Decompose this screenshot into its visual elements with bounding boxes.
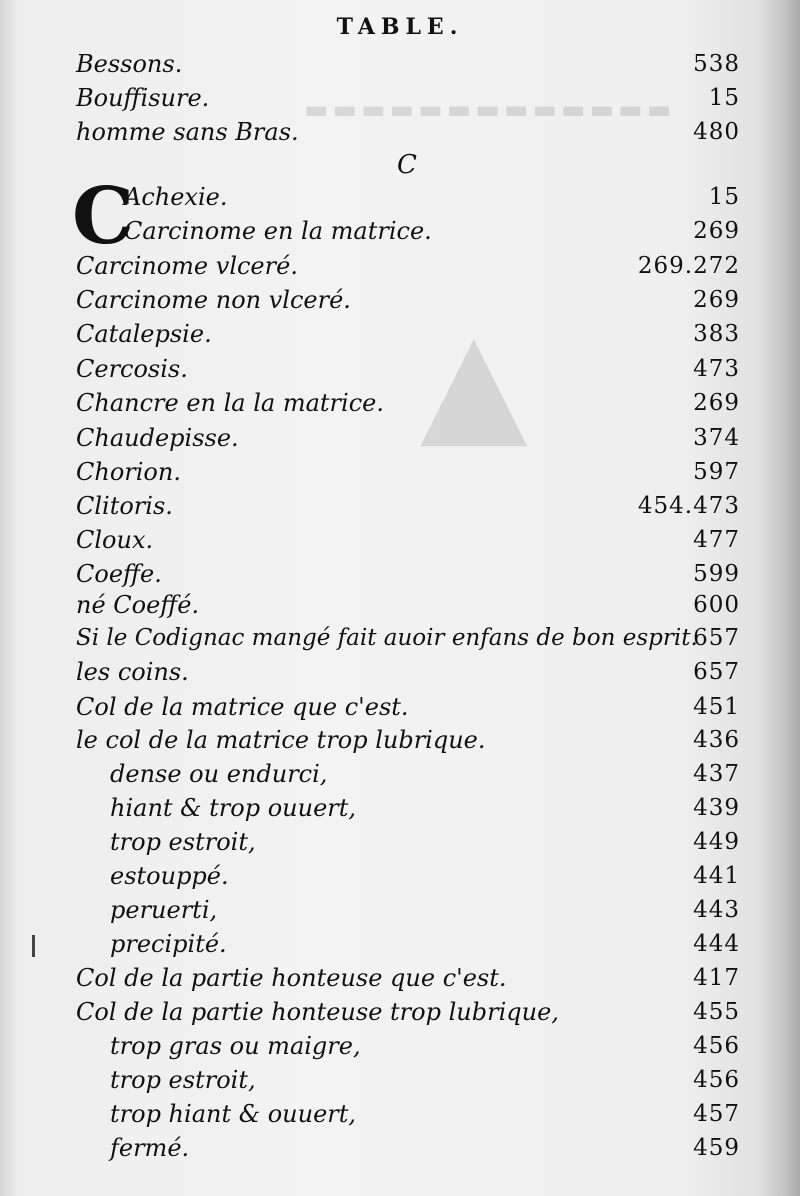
index-entry bbox=[0, 455, 800, 489]
index-subentry bbox=[0, 791, 800, 825]
entry-page: 383 bbox=[693, 321, 740, 347]
entry-page: 417 bbox=[693, 965, 740, 991]
index-entry bbox=[0, 283, 800, 317]
entry-term: hiant & trop ouuert, bbox=[110, 794, 357, 822]
entry-page: 374 bbox=[693, 425, 740, 451]
index-entry bbox=[0, 249, 800, 283]
entry-page: 657 bbox=[693, 625, 740, 651]
entry-page: 436 bbox=[693, 727, 740, 753]
entry-page: 597 bbox=[693, 459, 740, 485]
page-header: TABLE. bbox=[336, 14, 464, 40]
entry-page: 451 bbox=[693, 694, 740, 720]
entry-term: Chancre en la la matrice. bbox=[76, 389, 384, 417]
index-entry bbox=[0, 47, 800, 81]
drop-cap: C bbox=[72, 171, 135, 262]
entry-term: Coeffe. bbox=[76, 560, 162, 588]
entry-page: 444 bbox=[693, 931, 740, 957]
entry-term: Bouffisure. bbox=[76, 84, 210, 112]
entry-page: 269 bbox=[693, 390, 740, 416]
entry-page: 15 bbox=[708, 85, 740, 111]
entry-term: le col de la matrice trop lubrique. bbox=[76, 726, 486, 754]
entry-term: estouppé. bbox=[110, 862, 229, 890]
index-entry bbox=[0, 995, 800, 1029]
entry-page: 269 bbox=[693, 218, 740, 244]
entry-term: Carcinome en la matrice. bbox=[124, 217, 432, 245]
entry-page: 480 bbox=[693, 119, 740, 145]
section-letter: C bbox=[397, 150, 417, 180]
entry-term: né Coeffé. bbox=[76, 591, 200, 619]
entry-page: 599 bbox=[693, 561, 740, 587]
entry-term: les coins. bbox=[76, 658, 189, 686]
entry-term: Clitoris. bbox=[76, 492, 173, 520]
entry-term: dense ou endurci, bbox=[110, 760, 328, 788]
index-entry bbox=[0, 961, 800, 995]
index-entry bbox=[0, 214, 800, 248]
entry-page: 269 bbox=[693, 287, 740, 313]
index-entry bbox=[0, 621, 800, 655]
entry-page: 439 bbox=[693, 795, 740, 821]
index-entry bbox=[0, 81, 800, 115]
index-subentry bbox=[0, 825, 800, 859]
entry-term: trop hiant & ouuert, bbox=[110, 1100, 357, 1128]
entry-term: Col de la partie honteuse trop lubrique, bbox=[76, 998, 559, 1026]
entry-term: Carcinome non vlceré. bbox=[76, 286, 351, 314]
index-subentry bbox=[0, 1063, 800, 1097]
show-through-texture: ▬▬▬▬▬▬▬▬▬▬▬▬▬ bbox=[300, 95, 672, 125]
index-subentry bbox=[0, 1097, 800, 1131]
index-entry bbox=[0, 489, 800, 523]
index-subentry bbox=[0, 757, 800, 791]
entry-term: peruerti, bbox=[110, 896, 218, 924]
index-subentry bbox=[0, 859, 800, 893]
entry-term: trop estroit, bbox=[110, 1066, 256, 1094]
index-entry bbox=[0, 115, 800, 149]
entry-page: 473 bbox=[693, 356, 740, 382]
entry-page: 269.272 bbox=[637, 253, 740, 279]
index-entry bbox=[0, 421, 800, 455]
entry-page: 600 bbox=[693, 592, 740, 618]
index-entry bbox=[0, 317, 800, 351]
entry-term: Chorion. bbox=[76, 458, 181, 486]
index-entry bbox=[0, 352, 800, 386]
entry-page: 457 bbox=[693, 1101, 740, 1127]
index-entry bbox=[0, 690, 800, 724]
index-subentry bbox=[0, 893, 800, 927]
index-entry bbox=[0, 723, 800, 757]
show-through-initial: ▲ bbox=[420, 300, 528, 463]
entry-term: trop gras ou maigre, bbox=[110, 1032, 361, 1060]
index-entry bbox=[0, 523, 800, 557]
index-entry bbox=[0, 557, 800, 591]
entry-term: Col de la partie honteuse que c'est. bbox=[76, 964, 507, 992]
index-entry bbox=[0, 386, 800, 420]
entry-page: 454.473 bbox=[637, 493, 740, 519]
entry-term: trop estroit, bbox=[110, 828, 256, 856]
entry-term: precipité. bbox=[110, 930, 227, 958]
entry-page: 456 bbox=[693, 1033, 740, 1059]
entry-term: fermé. bbox=[110, 1134, 190, 1162]
entry-term: Chaudepisse. bbox=[76, 424, 239, 452]
entry-term: homme sans Bras. bbox=[76, 118, 299, 146]
index-subentry bbox=[0, 1029, 800, 1063]
index-entry bbox=[0, 655, 800, 689]
margin-mark bbox=[32, 935, 35, 957]
entry-term: Carcinome vlceré. bbox=[76, 252, 298, 280]
entry-page: 455 bbox=[693, 999, 740, 1025]
entry-page: 437 bbox=[693, 761, 740, 787]
entry-term: Bessons. bbox=[76, 50, 183, 78]
entry-page: 459 bbox=[693, 1135, 740, 1161]
entry-term: Cercosis. bbox=[76, 355, 188, 383]
entry-term: Cloux. bbox=[76, 526, 154, 554]
index-subentry bbox=[0, 1131, 800, 1165]
index-subentry bbox=[0, 927, 800, 961]
entry-page: 443 bbox=[693, 897, 740, 923]
entry-page: 477 bbox=[693, 527, 740, 553]
entry-page: 456 bbox=[693, 1067, 740, 1093]
entry-term: Si le Codignac mangé fait auoir enfans de bon esprit. bbox=[76, 625, 698, 651]
entry-page: 538 bbox=[693, 51, 740, 77]
entry-term: Achexie. bbox=[124, 183, 228, 211]
index-entry bbox=[0, 180, 800, 214]
entry-page: 15 bbox=[708, 184, 740, 210]
entry-page: 441 bbox=[693, 863, 740, 889]
entry-term: Catalepsie. bbox=[76, 320, 212, 348]
entry-page: 657 bbox=[693, 659, 740, 685]
index-entry bbox=[0, 588, 800, 622]
entry-term: Col de la matrice que c'est. bbox=[76, 693, 409, 721]
entry-page: 449 bbox=[693, 829, 740, 855]
